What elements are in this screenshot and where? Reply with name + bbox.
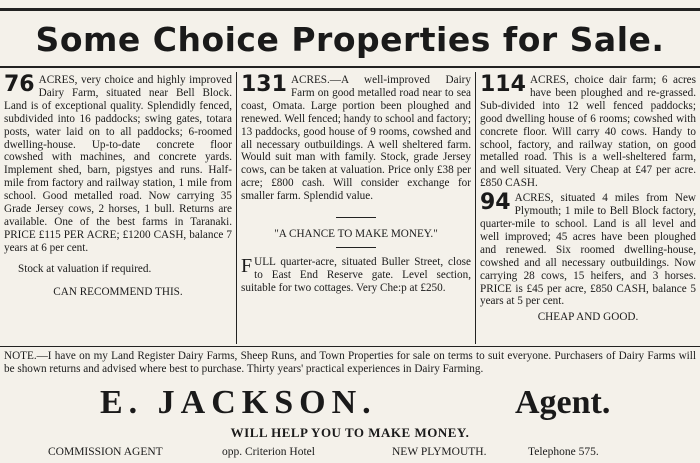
listing-number: 94 (480, 190, 511, 216)
listing-131-acres (241, 74, 471, 203)
listing-column-1 (4, 74, 232, 346)
agent-block (0, 384, 700, 424)
footer-commission: COMMISSION AGENT (48, 446, 163, 458)
headline: Some Choice Properties for Sale. (35, 20, 665, 59)
footer-address: opp. Criterion Hotel (222, 446, 315, 458)
stock-note: Stock at valuation if required. (18, 262, 152, 275)
listing-114-acres (480, 74, 696, 190)
column-divider-left (236, 72, 237, 344)
note-rule (0, 346, 700, 347)
listing-94-acres (480, 192, 696, 308)
listing-number: 76 (4, 74, 35, 97)
section-divider (336, 217, 376, 218)
listing-column-3 (480, 74, 696, 346)
agent-tagline: WILL HELP YOU TO MAKE MONEY. (230, 425, 470, 440)
recommend-note: CAN RECOMMEND THIS. (53, 285, 183, 298)
agent-name: E. JACKSON. (100, 384, 377, 421)
listing-number: 131 (241, 74, 287, 97)
listing-text: ACRES, choice dair farm; 6 acres have been ploughed and re-grassed. Sub-divided into 12 well fenced paddocks; good dwelling house of 6 rooms; cowshed with concrete floor. Will carry 40 cows. Handy to school, factory, and railway station, on good metalled road. This is a well-sheltered farm, and well situated. Very Cheap at £47 per acre. £850 CASH. (480, 74, 696, 190)
chance-heading: "A CHANCE TO MAKE MONEY." (274, 228, 438, 241)
listing-text: ACRES.—A well-improved Dairy Farm on good metalled road near to sea coast, Omata. Large portion been ploughed and renewed. Well fenced; handy to school and factory; 13 paddocks, good house of 9 rooms, cowshed and all necessary outbuildings. A well sheltered farm. Would suit man with family. Stock, grade Jersey cows, can be taken at valuation. Price only £38 per acre; £800 cash. Will consider exchange for smaller farm. Splendid value. (241, 74, 471, 203)
cheap-note: CHEAP AND GOOD. (537, 311, 639, 324)
listing-text: ACRES, very choice and highly improved Dairy Farm, situated near Bell Block. Land is of exceptional quality. Splendidly fenced, subdivided into 16 paddocks; swing gates, totara posts, water laid on to all paddocks; 6-roomed dwelling-house. Up-to-date concrete floor cowshed with machines, and concrete yards. Implement shed, barn, pigstyes and runs. Half-mile from factory and railway station, 1 mile from school. Good metalled road. Now carrying 35 Grade Jersey cows, 2 horses, 1 bull. Returns are available. One of the best farms in Taranaki. PRICE £115 PER ACRE; £1200 CASH, balance 7 years at 6 per cent. (4, 74, 232, 254)
drop-cap: F (241, 254, 253, 277)
column-divider-right (475, 72, 476, 344)
register-note: NOTE.—I have on my Land Register Dairy Farms, Sheep Runs, and Town Properties for sale on terms to suit everyone. Purchasers of Dairy Farms will be shown returns and advised where best to purchase. Thirty years' practical experiences in Dairy Farming. (4, 350, 696, 375)
listing-76-acres (4, 74, 232, 255)
section-divider (336, 247, 376, 248)
top-border (0, 8, 700, 11)
listing-column-2 (241, 74, 471, 346)
agent-role: Agent. (515, 384, 611, 421)
listing-quarter-acre (241, 256, 471, 295)
listing-number: 114 (480, 74, 526, 97)
listing-text: ULL quarter-acre, situated Buller Street, close to East End Reserve gate. Level section, suitable for two cottages. Very Che:p at £250. (241, 255, 471, 294)
footer-town: NEW PLYMOUTH. (392, 446, 487, 458)
headline-underline (0, 66, 700, 68)
footer-telephone: Telephone 575. (528, 446, 599, 458)
listing-text: ACRES, situated 4 miles from New Plymouth; 1 mile to Bell Block factory, quarter-mile to school. Land is all level and well improved; 45 acres have been ploughed and renewed. Six roomed dwelling-house, cowshed and all necessary outbuildings. Now carrying 28 cows, 15 heifers, and 3 horses. PRICE is £45 per acre, £850 CASH, balance 5 years at 5 per cent. (480, 192, 696, 308)
